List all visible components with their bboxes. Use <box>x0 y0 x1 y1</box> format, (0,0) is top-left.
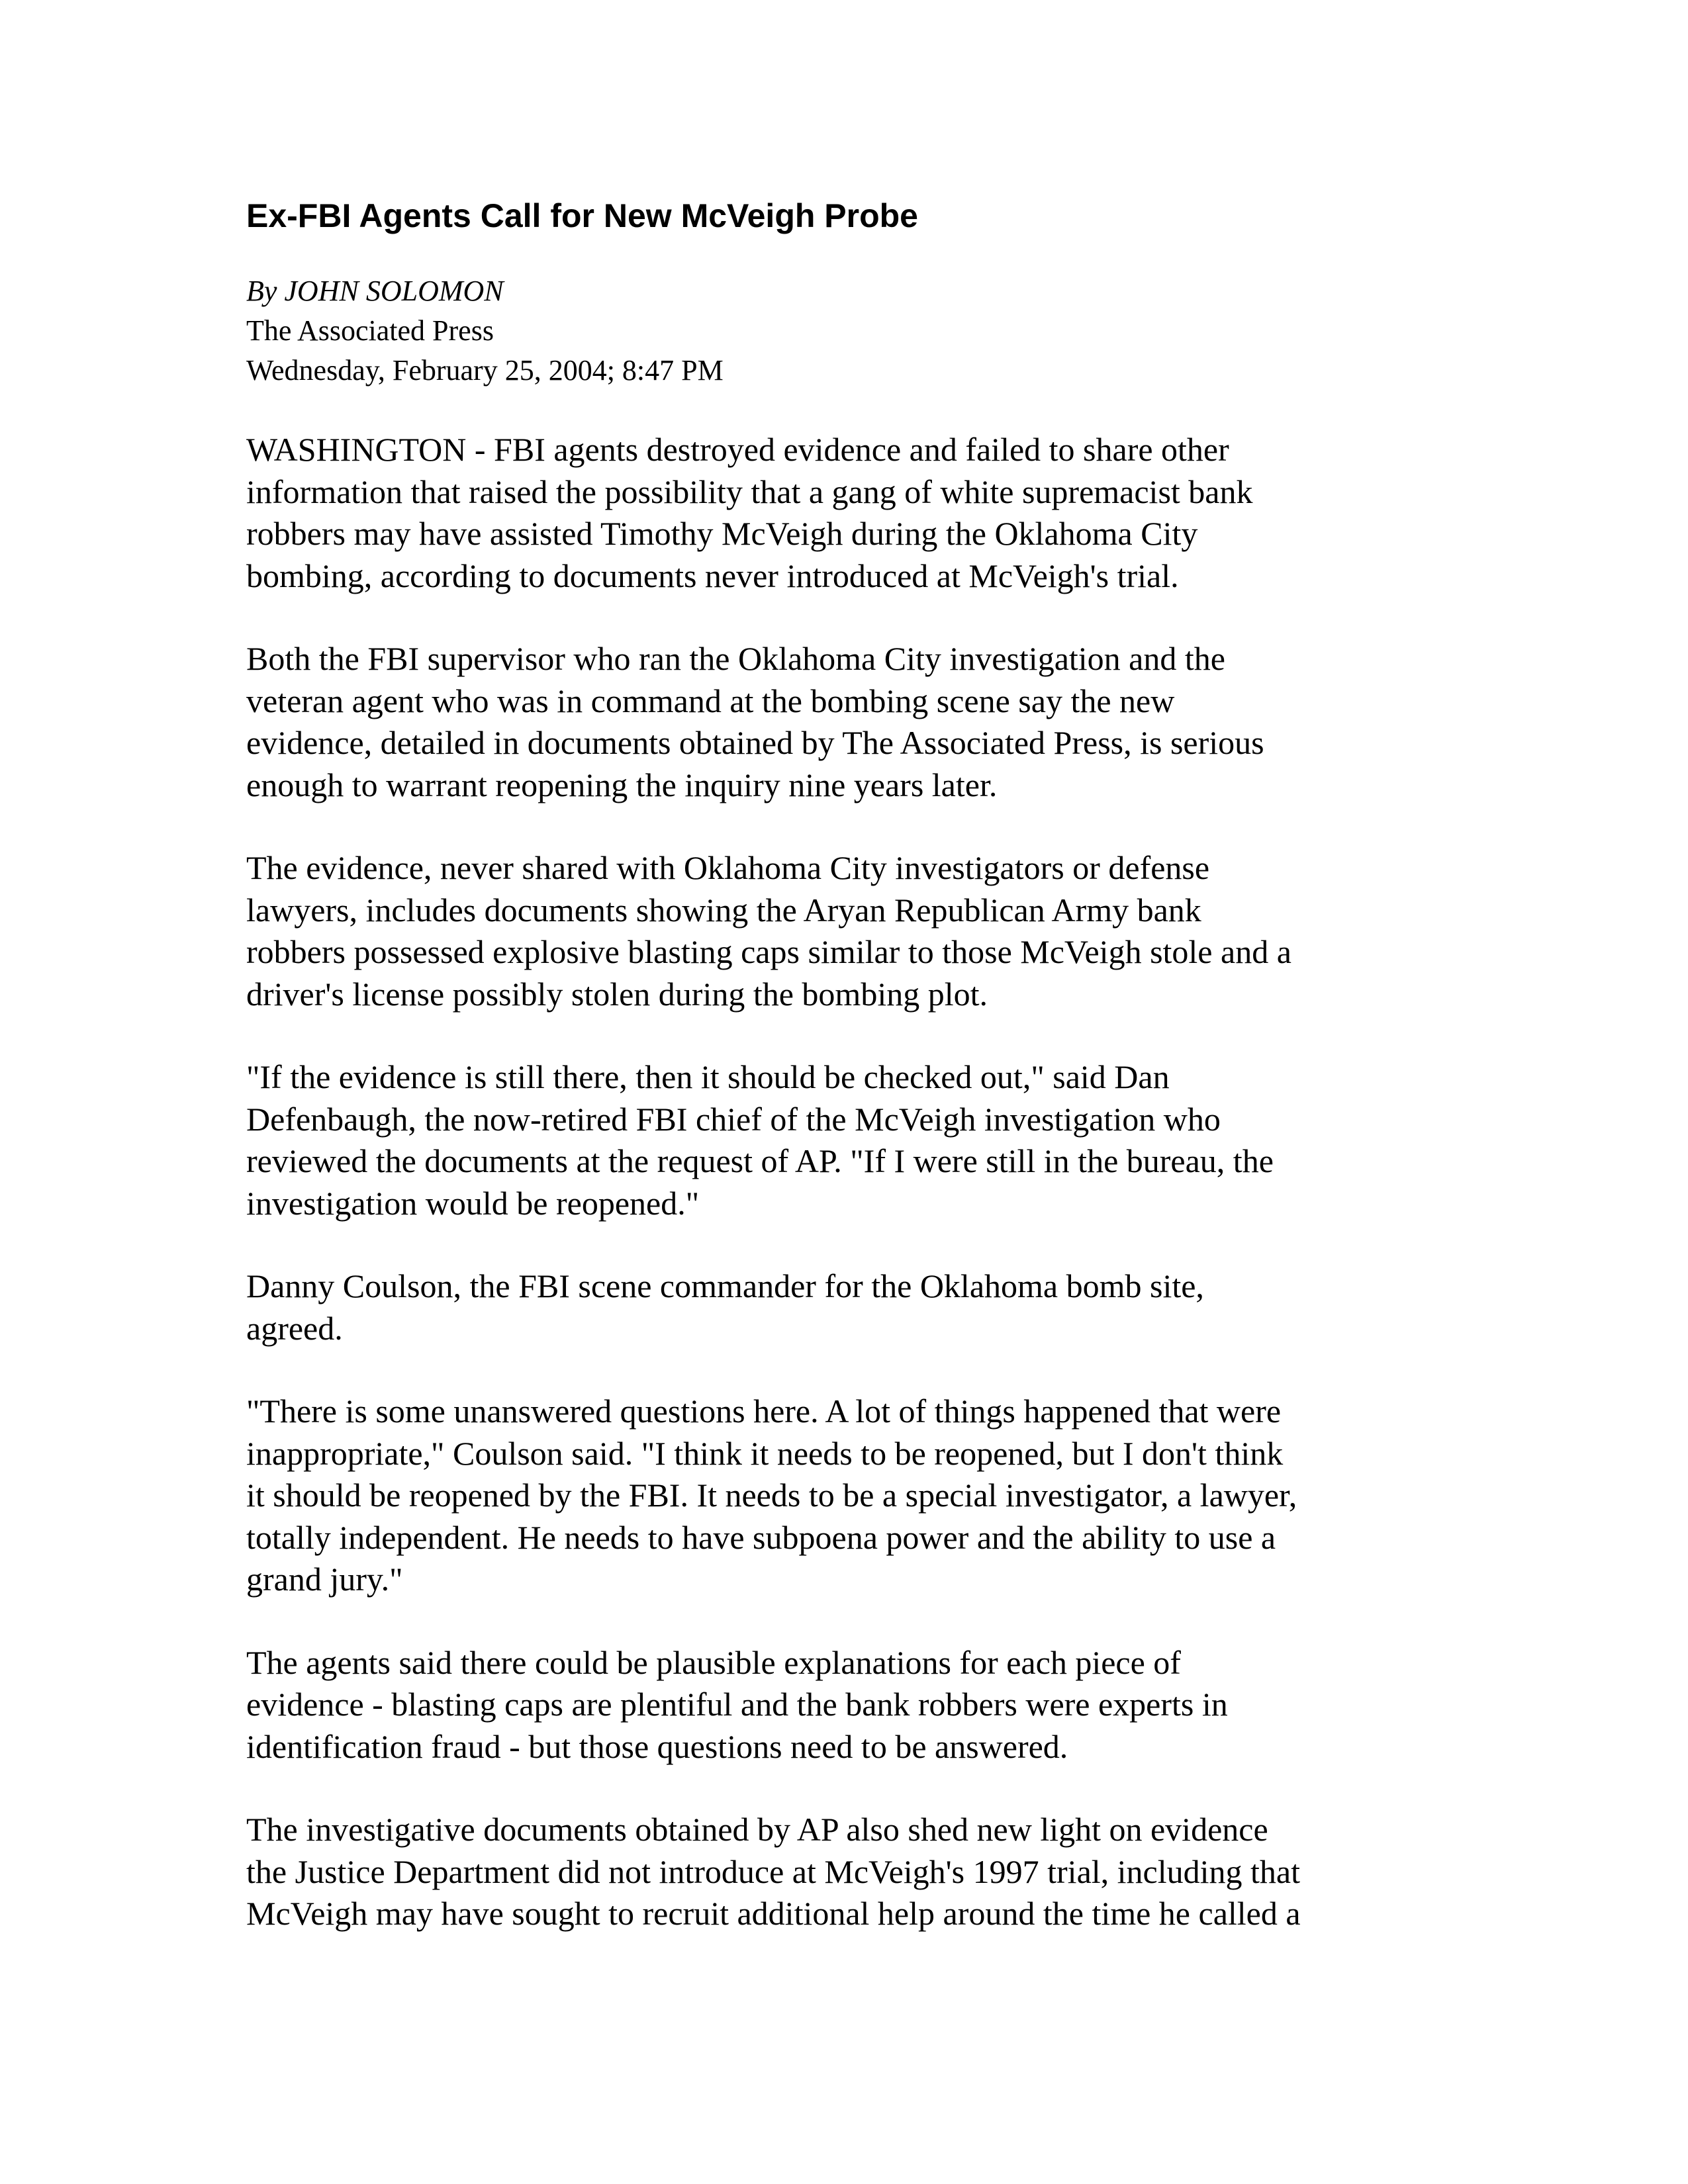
article-body <box>246 429 1451 1935</box>
paragraph-1: WASHINGTON - FBI agents destroyed evidence and failed to share other information that raised the possibility that a gang of white supremacist bank robbers may have assisted Timothy McVeigh during the Oklahoma City bombing, according to documents never introduced at McVeigh's trial. <box>246 431 1253 594</box>
paragraph-3: The evidence, never shared with Oklahoma City investigators or defense lawyers, includes documents showing the Aryan Republican Army bank robbers possessed explosive blasting caps similar to those McVeigh stole and a driver's license possibly stolen during the bombing plot. <box>246 849 1291 1013</box>
paragraph-5: Danny Coulson, the FBI scene commander for the Oklahoma bomb site, agreed. <box>246 1267 1204 1347</box>
paragraph-4: "If the evidence is still there, then it should be checked out," said Dan Defenbaugh, the now-retired FBI chief of the McVeigh investigation who reviewed the documents at the request of AP. "If I were still in the bureau, the investigation would be reopened." <box>246 1058 1274 1222</box>
paragraph-6: "There is some unanswered questions here. A lot of things happened that were inappropriate," Coulson said. "I think it needs to be reopened, but I don't think it should be reopened by the FBI. It needs to be a special investigator, a lawyer, totally independent. He needs to have subpoena power and the ability to use a grand jury." <box>246 1392 1297 1598</box>
paragraph-7: The agents said there could be plausible explanations for each piece of evidence - blasting caps are plentiful and the bank robbers were experts in identification fraud - but those questions need to be answered. <box>246 1643 1228 1765</box>
byline: By JOHN SOLOMON <box>246 275 504 307</box>
article <box>246 196 1451 1976</box>
article-meta <box>246 271 1451 390</box>
dateline: Wednesday, February 25, 2004; 8:47 PM <box>246 354 724 387</box>
article-title: Ex-FBI Agents Call for New McVeigh Probe <box>246 197 918 234</box>
paragraph-2: Both the FBI supervisor who ran the Oklahoma City investigation and the veteran agent who was in command at the bombing scene say the new evidence, detailed in documents obtained by The Associated Press, is serious enough to warrant reopening the inquiry nine years later. <box>246 640 1264 803</box>
paragraph-8: The investigative documents obtained by AP also shed new light on evidence the Justice Department did not introduce at McVeigh's 1997 trial, including that McVeigh may have sought to recruit additional help around the time he called a <box>246 1811 1301 1932</box>
source: The Associated Press <box>246 314 494 347</box>
